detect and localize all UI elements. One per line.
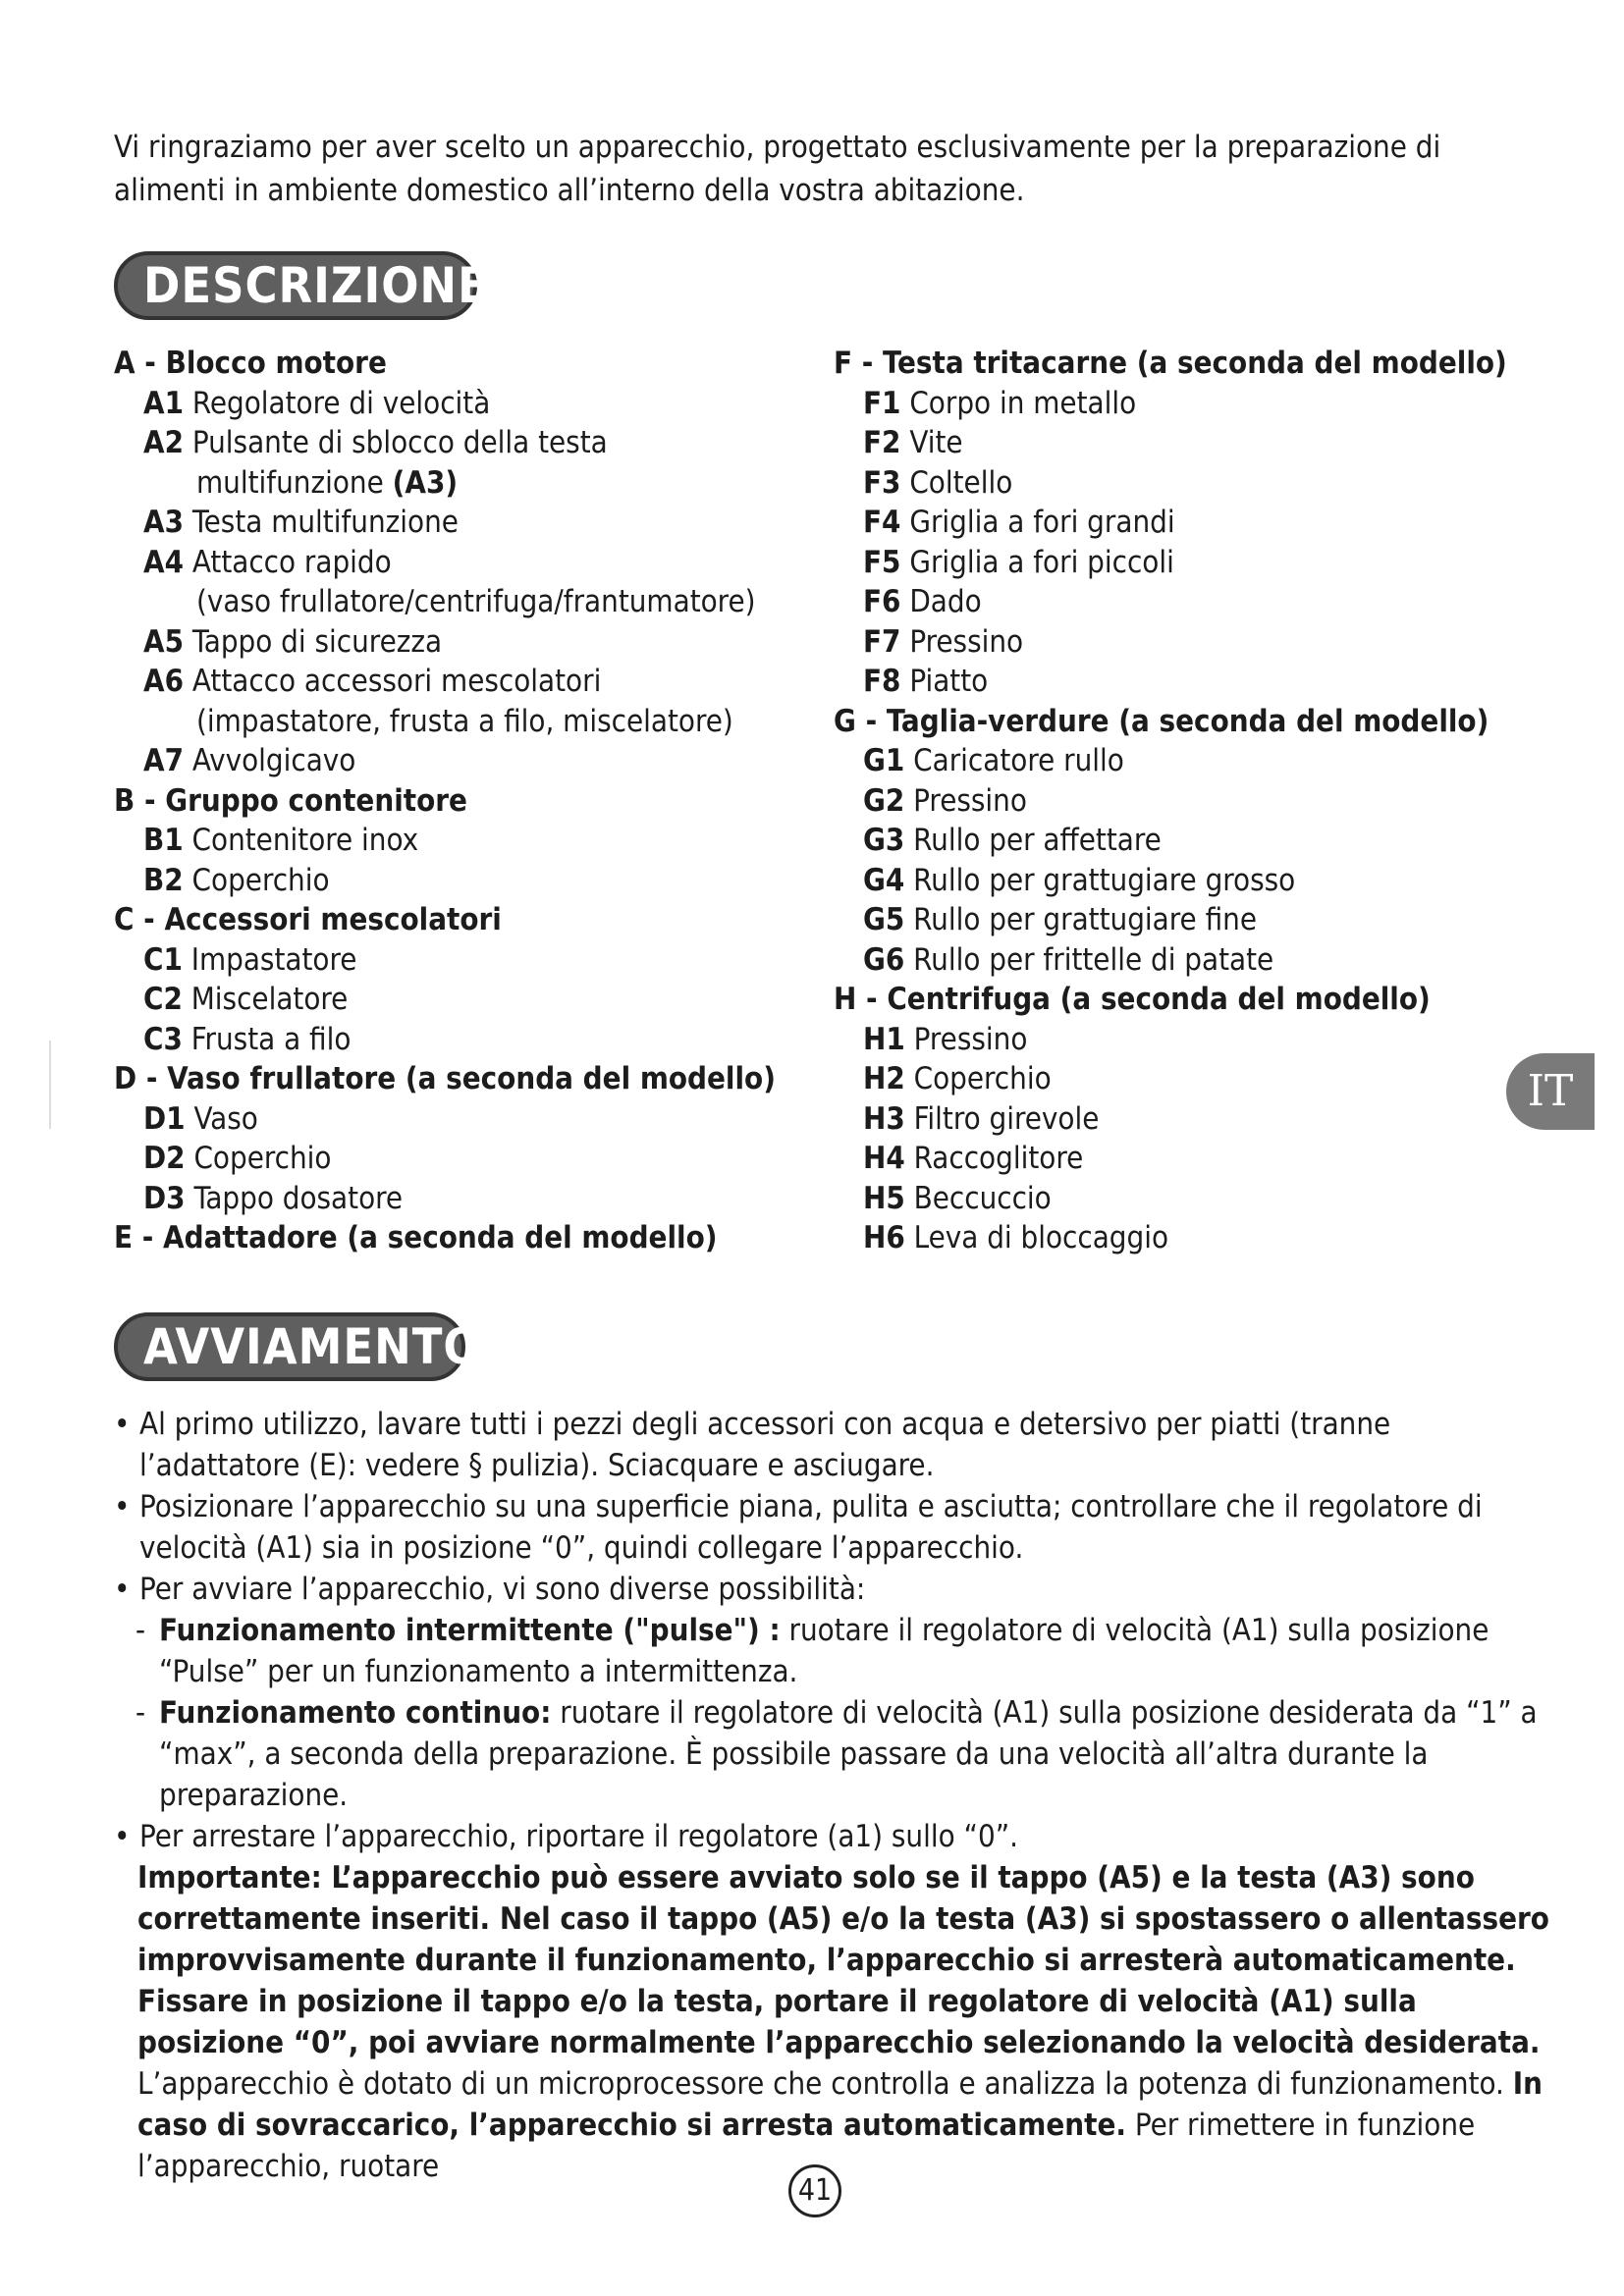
group-heading: A - Blocco motore	[114, 346, 387, 381]
important-note: Importante: L’apparecchio può essere avviato solo se il tappo (A5) e la testa (A3) sono correttamente inseriti. Nel caso il tappo (A5) e/o la testa (A3) si spostassero o allentassero improvvisamente durante il funzionamento, l’apparecchio si arresterà automaticamente. Fissare in posizione il tappo e/o la testa, portare il regolatore di velocità (A1) sulla posizione “0”, poi avviare normalmente l’apparecchio selezionando la velocità desiderata.	[137, 1860, 1549, 2060]
bullet-item: • Per arrestare l’apparecchio, riportare il regolatore (a1) sullo “0”.	[114, 1816, 1557, 1857]
page-number: 41	[788, 2164, 841, 2217]
list-item: H4 Raccoglitore	[863, 1141, 1084, 1176]
list-item: D2 Coperchio	[143, 1141, 332, 1176]
list-item: A6 Attacco accessori mescolatori	[143, 664, 602, 699]
overload-paragraph: L’apparecchio è dotato di un microprocessore che controlla e analizza la potenza di funzionamento. In caso di sovraccarico, l’apparecchio si arresta automaticamente. Per rimettere in funzione l’apparecchio, ruotare	[137, 2066, 1543, 2184]
list-item: F3 Coltello	[863, 464, 1013, 501]
list-item: F7 Pressino	[863, 623, 1024, 660]
list-item: A1 Regolatore di velocità	[143, 385, 491, 421]
group-heading: G - Taglia-verdure (a seconda del modello)	[834, 703, 1489, 739]
language-tab: IT	[1506, 1053, 1595, 1130]
list-item: G5 Rullo per grattugiare fine	[863, 902, 1257, 937]
list-item: H2 Coperchio	[863, 1061, 1052, 1096]
list-item-continuation: (vaso frullatore/centrifuga/frantumatore)	[196, 584, 756, 619]
bullet-item: • Posizionare l’apparecchio su una superficie piana, pulita e asciutta; controllare che il regolatore di velocità (A1) sia in posizione “0”, quindi collegare l’apparecchio.	[114, 1486, 1557, 1569]
list-item: F8 Piatto	[863, 664, 989, 699]
list-item: H5 Beccuccio	[863, 1180, 1052, 1216]
section-title-descrizione: DESCRIZIONE	[114, 251, 477, 320]
list-item: H3 Filtro girevole	[863, 1100, 1100, 1137]
list-item: G2 Pressino	[863, 782, 1027, 819]
list-item: F1 Corpo in metallo	[863, 385, 1137, 421]
list-item: B1 Contenitore inox	[143, 823, 419, 858]
list-item: F2 Vite	[863, 425, 963, 460]
list-item: G1 Caricatore rullo	[863, 743, 1124, 778]
list-item-continuation: (impastatore, frusta a filo, miscelatore)	[196, 703, 733, 739]
parts-list-right	[834, 344, 1521, 1258]
list-item: A4 Attacco rapido	[143, 544, 392, 580]
bullet-item: • Per avviare l’apparecchio, vi sono diverse possibilità:	[114, 1569, 1557, 1610]
list-item: C2 Miscelatore	[143, 982, 349, 1017]
list-item: G3 Rullo per affettare	[863, 823, 1162, 858]
list-item: C1 Impastatore	[143, 941, 357, 978]
list-item: A2 Pulsante di sblocco della testa	[143, 425, 608, 460]
list-item: B2 Coperchio	[143, 862, 330, 898]
sub-item-continuous: - Funzionamento continuo: ruotare il regolatore di velocità (A1) sulla posizione desiderata da “1” a “max”, a seconda della preparazione. È possibile passare da una velocità all’altra durante la preparazione.	[114, 1692, 1557, 1816]
parts-list-left	[114, 344, 801, 1258]
list-item: A3 Testa multifunzione	[143, 505, 459, 540]
margin-rule	[49, 1041, 51, 1129]
avviamento-body	[114, 1404, 1557, 2187]
section-title-avviamento: AVVIAMENTO	[114, 1312, 465, 1381]
group-heading: F - Testa tritacarne (a seconda del modello)	[834, 346, 1507, 381]
list-item: A5 Tappo di sicurezza	[143, 623, 443, 660]
group-heading: E - Adattadore (a seconda del modello)	[114, 1220, 718, 1255]
list-item: G4 Rullo per grattugiare grosso	[863, 862, 1296, 898]
list-item: A7 Avvolgicavo	[143, 743, 356, 778]
list-item: H6 Leva di bloccaggio	[863, 1220, 1169, 1255]
list-item: F5 Griglia a fori piccoli	[863, 544, 1174, 580]
group-heading: D - Vaso frullatore (a seconda del modello)	[114, 1061, 776, 1096]
list-item: D3 Tappo dosatore	[143, 1180, 404, 1216]
group-heading: C - Accessori mescolatori	[114, 902, 502, 937]
list-item: F4 Griglia a fori grandi	[863, 505, 1175, 540]
group-heading: B - Gruppo contenitore	[114, 782, 467, 819]
sub-item-pulse: - Funzionamento intermittente ("pulse") : ruotare il regolatore di velocità (A1) sulla posizione “Pulse” per un funzionamento a intermittenza.	[114, 1610, 1557, 1692]
intro-text: Vi ringraziamo per aver scelto un apparecchio, progettato esclusivamente per la preparazione di alimenti in ambiente domestico all’interno della vostra abitazione.	[114, 130, 1441, 208]
list-item: C3 Frusta a filo	[143, 1021, 352, 1057]
list-item: G6 Rullo per frittelle di patate	[863, 941, 1274, 978]
list-item: H1 Pressino	[863, 1021, 1028, 1057]
bullet-item: • Al primo utilizzo, lavare tutti i pezzi degli accessori con acqua e detersivo per piatti (tranne l’adattatore (E): vedere § pulizia). Sciacquare e asciugare.	[114, 1404, 1557, 1486]
list-item-continuation: multifunzione (A3)	[196, 464, 459, 501]
list-item: F6 Dado	[863, 584, 982, 619]
list-item: D1 Vaso	[143, 1100, 258, 1137]
group-heading: H - Centrifuga (a seconda del modello)	[834, 982, 1431, 1017]
